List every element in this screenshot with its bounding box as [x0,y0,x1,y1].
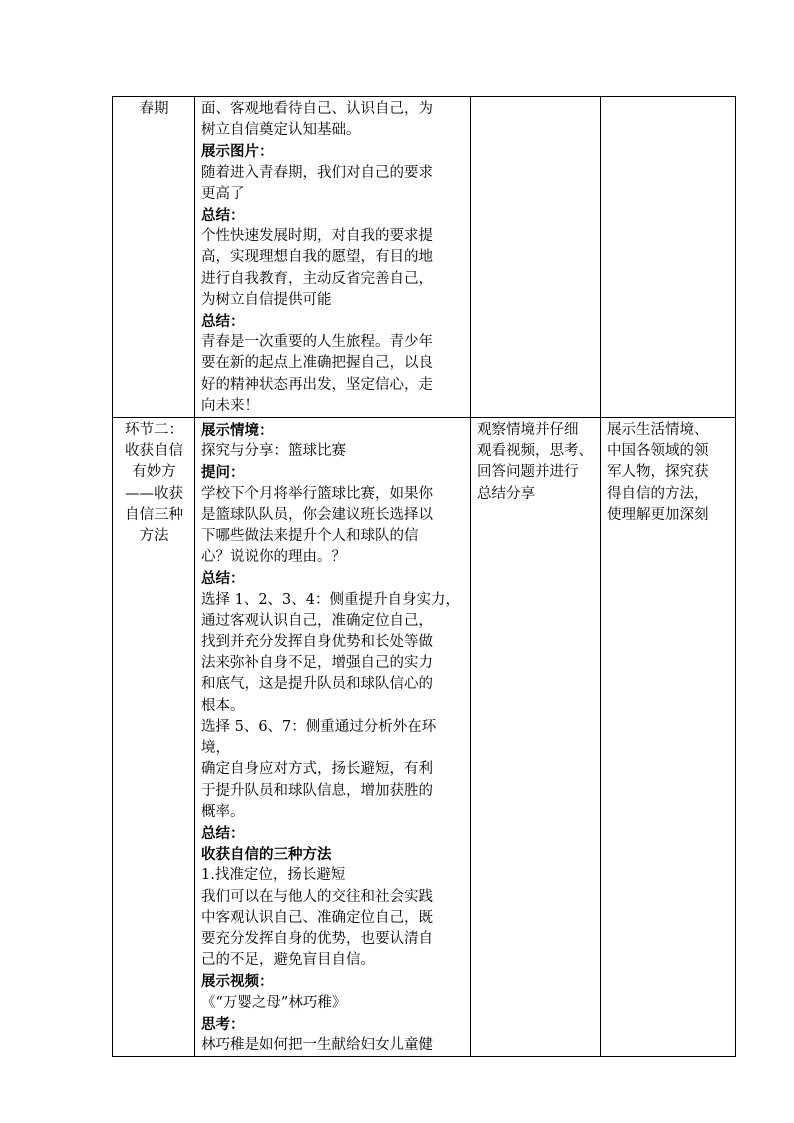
section-heading: 总结： [201,313,245,331]
text-line: 探究与分享：篮球比赛 [201,443,346,460]
text-line: ——收获 [125,485,183,502]
text-line: 根本。 [201,697,245,714]
design-intent-cell [601,97,736,418]
text-line: 进行自我教育，主动反省完善自己， [201,270,433,287]
text-line: 向未来！ [201,397,259,414]
text-line: 选择 1、2、3、4：侧重提升自身实力， [201,591,461,608]
text-line: 选择 5、6、7：侧重通过分析外在环境， [201,718,437,757]
text-line: 学校下个月将举行篮球比赛，如果你 [201,485,433,502]
text-line: 概率。 [201,803,245,820]
text-line: 心？说说你的理由。？ [201,549,346,566]
stage-cell [113,418,195,1057]
text-line: 方法 [139,528,169,545]
text-line: 通过客观认识自己，准确定位自己， [201,612,433,629]
lesson-plan-table [112,96,736,1057]
text-line: 好的精神状态再出发，坚定信心，走 [201,376,433,393]
text-line: 确定自身应对方式，扬长避短，有利 [201,761,433,778]
text-line: 面、客观地看待自己、认识自己，为 [201,101,433,117]
text-line: 春期 [139,101,169,117]
text-line: 树立自信奠定认知基础。 [201,122,361,139]
text-line: 展示生活情境、 [607,422,709,439]
text-line: 中国各领域的领 [607,443,709,460]
text-line: 观察情境并仔细 [477,422,579,439]
section-heading: 展示图片： [201,143,274,161]
text-line: 找到并充分发挥自身优势和长处等做 [201,634,433,651]
section-heading: 展示视频： [201,973,274,991]
text-line: 得自信的方法， [607,485,709,502]
section-heading: 总结： [201,207,245,225]
section-heading: 提问： [201,464,245,482]
student-activity-cell [471,97,601,418]
text-line: 《“万婴之母”林巧稚》 [201,994,347,1011]
section-heading: 展示情境： [201,422,274,440]
teacher-activity-cell [195,418,471,1057]
text-line: 我们可以在与他人的交往和社会实践 [201,888,433,905]
table-row [113,97,736,418]
design-intent-cell [601,418,736,1057]
section-heading: 总结： [201,824,245,842]
text-line: 更高了 [201,185,245,202]
text-line: 军人物，探究获 [607,464,709,481]
text-line: 随着进入青春期，我们对自己的要求 [201,164,433,181]
text-line: 要充分发挥自身的优势，也要认清自 [201,930,433,947]
text-line: 总结分享 [477,485,535,502]
section-heading: 收获自信的三种方法 [201,846,332,864]
text-line: 自信三种 [125,506,183,523]
text-line: 要在新的起点上准确把握自己，以良 [201,355,433,372]
text-line: 和底气，这是提升队员和球队信心的 [201,676,433,693]
section-heading: 总结： [201,570,245,588]
text-line: 林巧稚是如何把一生献给妇女儿童健 [201,1036,433,1053]
text-line: 1.找准定位，扬长避短 [201,867,346,884]
text-line: 收获自信 [125,443,183,460]
text-line: 中客观认识自己、准确定位自己，既 [201,909,433,926]
text-line: 法来弥补自身不足，增强自己的实力 [201,655,433,672]
text-line: 回答问题并进行 [477,464,579,481]
text-line: 下哪些做法来提升个人和球队的信 [201,528,419,545]
text-line: 高，实现理想自我的愿望，有目的地 [201,249,433,266]
stage-cell [113,97,195,418]
text-line: 个性快速发展时期，对自我的要求提 [201,228,433,245]
text-line: 使理解更加深刻 [607,506,709,523]
text-line: 是篮球队队员，你会建议班长选择以 [201,506,433,523]
text-line: 青春是一次重要的人生旅程。青少年 [201,334,433,351]
text-line: 于提升队员和球队信息，增加获胜的 [201,782,433,799]
text-line: 有妙方 [132,464,176,481]
text-line: 观看视频，思考、 [477,443,593,460]
section-heading: 思考： [201,1015,245,1033]
teacher-activity-cell [195,97,471,418]
text-line: 环节二： [125,422,183,439]
student-activity-cell [471,418,601,1057]
text-line: 己的不足，避免盲目自信。 [201,952,375,969]
table-row [113,418,736,1057]
text-line: 为树立自信提供可能 [201,291,332,308]
